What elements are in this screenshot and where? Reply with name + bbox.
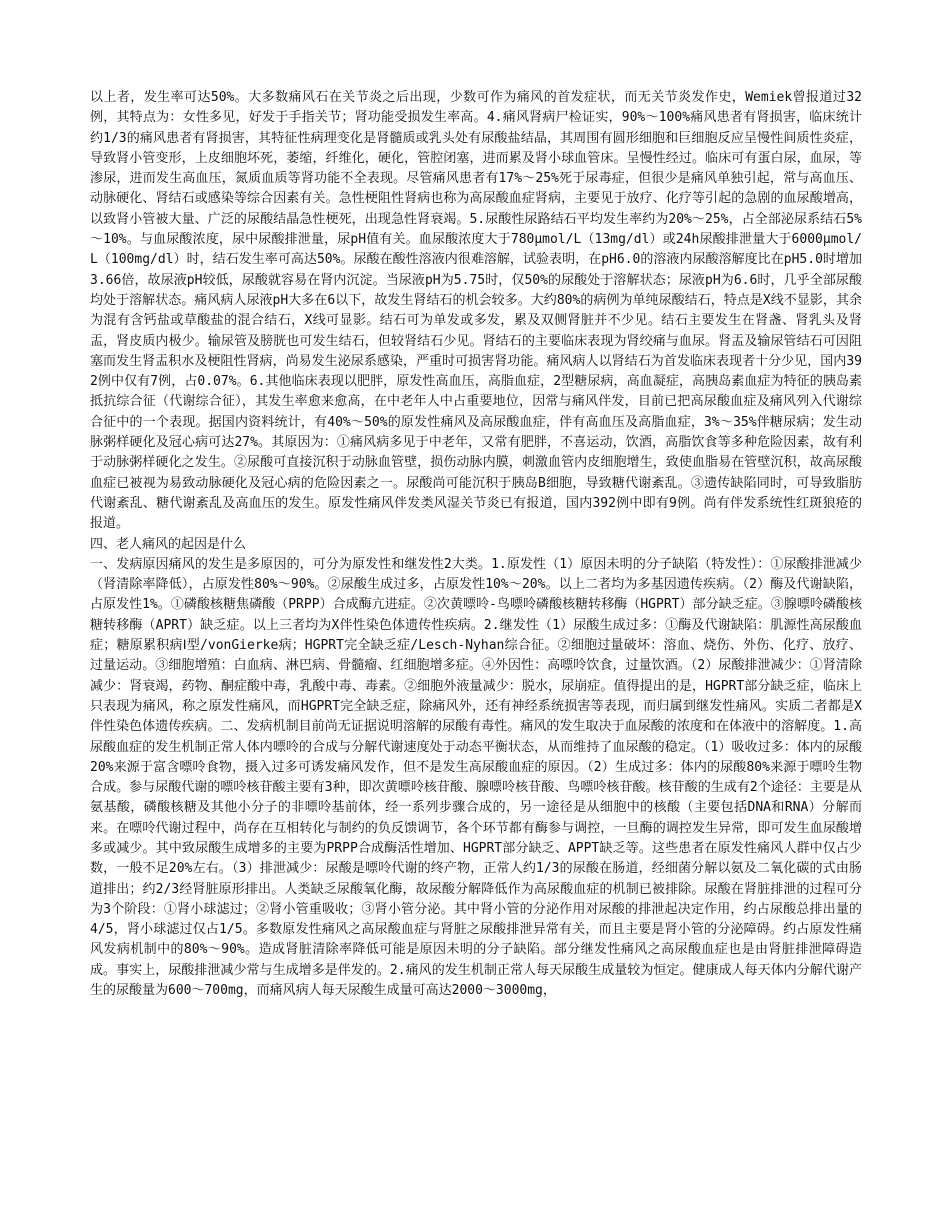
- document-page: [90, 88, 862, 1001]
- paragraph-gout-causes: 一、发病原因痛风的发生是多原因的，可分为原发性和继发性2大类。1.原发性（1）原因未明的分子缺陷（特发性）：①尿酸排泄减少（肾清除率降低），占原发性80%～90%。②尿酸生成过多，占原发性10%～20%。以上二者均为多基因遗传疾病。（2）酶及代谢缺陷，占原发性1%。①磷酸核糖焦磷酸（PRPP）合成酶亢进症。②次黄嘌呤-鸟嘌呤磷酸核糖转移酶（HGPRT）部分缺乏症。③腺嘌呤磷酸核糖转移酶（APRT）缺乏症。以上三者均为X伴性染色体遗传性疾病。2.继发性（1）尿酸生成过多：①酶及代谢缺陷：肌源性高尿酸血症；糖原累积病Ⅰ型/vonGierke病；HGPRT完全缺乏症/Lesch-Nyhan综合征。②细胞过量破坏：溶血、烧伤、外伤、化疗、放疗、过量运动。③细胞增殖：白血病、淋巴病、骨髓瘤、红细胞增多症。④外因性：高嘌呤饮食，过量饮酒。（2）尿酸排泄减少：①肾清除减少：肾衰竭，药物、酮症酸中毒，乳酸中毒、毒素。②细胞外液量减少：脱水，尿崩症。值得提出的是，HGPRT部分缺乏症，临床上只表现为痛风，称之原发性痛风，而HGPRT完全缺乏症，除痛风外，还有神经系统损害等表现，而归属到继发性痛风。实质二者都是X伴性染色体遗传疾病。二、发病机制目前尚无证据说明溶解的尿酸有毒性。痛风的发生取决于血尿酸的浓度和在体液中的溶解度。1.高尿酸血症的发生机制正常人体内嘌呤的合成与分解代谢速度处于动态平衡状态，从而维持了血尿酸的稳定。（1）吸收过多：体内的尿酸20%来源于富含嘌呤食物，摄入过多可诱发痛风发作，但不是发生高尿酸血症的原因。（2）生成过多：体内的尿酸80%来源于嘌呤生物合成。参与尿酸代谢的嘌呤核苷酸主要有3种，即次黄嘌呤核苷酸、腺嘌呤核苷酸、鸟嘌呤核苷酸。核苷酸的生成有2个途径：主要是从氨基酸，磷酸核糖及其他小分子的非嘌呤基前体，经一系列步骤合成的，另一途径是从细胞中的核酸（主要包括DNA和RNA）分解而来。在嘌呤代谢过程中，尚存在互相转化与制约的负反馈调节，各个环节都有酶参与调控，一旦酶的调控发生异常，即可发生血尿酸增多或减少。其中致尿酸生成增多的主要为PRPP合成酶活性增加、HGPRT部分缺乏、APPT缺乏等。这些患者在原发性痛风人群中仅占少数，一般不足20%左右。（3）排泄减少：尿酸是嘌呤代谢的终产物，正常人约1/3的尿酸在肠道，经细菌分解以氨及二氧化碳的式由肠道排出；约2/3经肾脏原形排出。人类缺乏尿酸氧化酶，故尿酸分解降低作为高尿酸血症的机制已被排除。尿酸在肾脏排泄的过程可分为3个阶段：①肾小球滤过；②肾小管重吸收；③肾小管分泌。其中肾小管的分泌作用对尿酸的排泄起决定作用，约占尿酸总排出量的4/5，肾小球滤过仅占1/5。多数原发性痛风之高尿酸血症与肾脏之尿酸排泄异常有关，而且主要是肾小管的分泌障碍。约占原发性痛风发病机制中的80%～90%。造成肾脏清除率降低可能是原因未明的分子缺陷。部分继发性痛风之高尿酸血症也是由肾脏排泄障碍造成。事实上，尿酸排泄减少常与生成增多是伴发的。2.痛风的发生机制正常人每天尿酸生成量较为恒定。健康成人每天体内分解代谢产生的尿酸量为600～700mg，而痛风病人每天尿酸生成量可高达2000～3000mg，: [90, 556, 862, 999]
- paragraph-gout-complications: 以上者，发生率可达50%。大多数痛风石在关节炎之后出现，少数可作为痛风的首发症状，而无关节炎发作史，Wemiek曾报道过32例，其特点为：女性多见，好发于手指关节；肾功能受损发生率高。4.痛风肾病尸检证实，90%～100%痛风患者有肾损害，临床统计约1/3的痛风患者有肾损害，其特征性病理变化是肾髓质或乳头处有尿酸盐结晶，其周围有圆形细胞和巨细胞反应呈慢性间质性炎症，导致肾小管变形，上皮细胞坏死，萎缩，纤维化，硬化，管腔闭塞，进而累及肾小球血管床。呈慢性经过。临床可有蛋白尿，血尿，等渗尿，进而发生高血压，氮质血质等肾功能不全表现。尽管痛风患者有17%～25%死于尿毒症，但很少是痛风单独引起，常与高血压、动脉硬化、肾结石或感染等综合因素有关。急性梗阻性肾病也称为高尿酸血症肾病，主要见于放疗、化疗等引起的急剧的血尿酸增高，以致肾小管被大量、广泛的尿酸结晶急性梗死，出现急性肾衰竭。5.尿酸性尿路结石平均发生率约为20%～25%，占全部泌尿系结石5%～10%。与血尿酸浓度，尿中尿酸排泄量，尿pH值有关。血尿酸浓度大于780μmol/L（13mg/dl）或24h尿酸排泄量大于6000μmol/L（100mg/dl）时，结石发生率可高达50%。尿酸在酸性溶液内很难溶解，试验表明，在pH6.0的溶液内尿酸溶解度比在pH5.0时增加3.66倍，故尿液pH较低，尿酸就容易在肾内沉淀。当尿液pH为5.75时，仅50%的尿酸处于溶解状态；尿液pH为6.6时，几乎全部尿酸均处于溶解状态。痛风病人尿液pH大多在6以下，故发生肾结石的机会较多。大约80%的病例为单纯尿酸结石，特点是X线不显影，其余为混有含钙盐或草酸盐的混合结石，X线可显影。结石可为单发或多发，累及双侧肾脏并不少见。结石主要发生在肾盏、肾乳头及肾盂，肾皮质内极少。输尿管及膀胱也可发生结石，但较肾结石少见。肾结石的主要临床表现为肾绞痛与血尿。肾盂及输尿管结石可因阻塞而发生肾盂积水及梗阻性肾病，尚易发生泌尿系感染，严重时可损害肾功能。痛风病人以肾结石为首发临床表现者十分少见，国内392例中仅有7例，占0.07%。6.其他临床表现以肥胖，原发性高血压，高脂血症，2型糖尿病，高血凝症，高胰岛素血症为特征的胰岛素抵抗综合征（代谢综合征），其发生率愈来愈高，在中老年人中占重要地位，因常与痛风伴发，目前已把高尿酸血症及痛风列入代谢综合征中的一个表现。据国内资料统计，有40%～50%的原发性痛风及高尿酸血症，伴有高血压及高脂血症，3%～35%伴糖尿病；发生动脉粥样硬化及冠心病可达27%。其原因为：①痛风病多见于中老年，又常有肥胖，不喜运动，饮酒，高脂饮食等多种危险因素，故有利于动脉粥样硬化之发生。②尿酸可直接沉积于动脉血管壁，损伤动脉内膜，刺激血管内皮细胞增生，致使血脂易在管壁沉积，故高尿酸血症已被视为易致动脉硬化及冠心病的危险因素之一。尿酸尚可能沉积于胰岛B细胞，导致糖代谢紊乱。③遗传缺陷同时，可导致脂肪代谢紊乱、糖代谢紊乱及高血压的发生。原发性痛风伴发类风湿关节炎已有报道，国内392例中即有9例。尚有伴发系统性红斑狼疮的报道。: [90, 90, 862, 532]
- section-heading: 四、老人痛风的起因是什么: [90, 536, 247, 552]
